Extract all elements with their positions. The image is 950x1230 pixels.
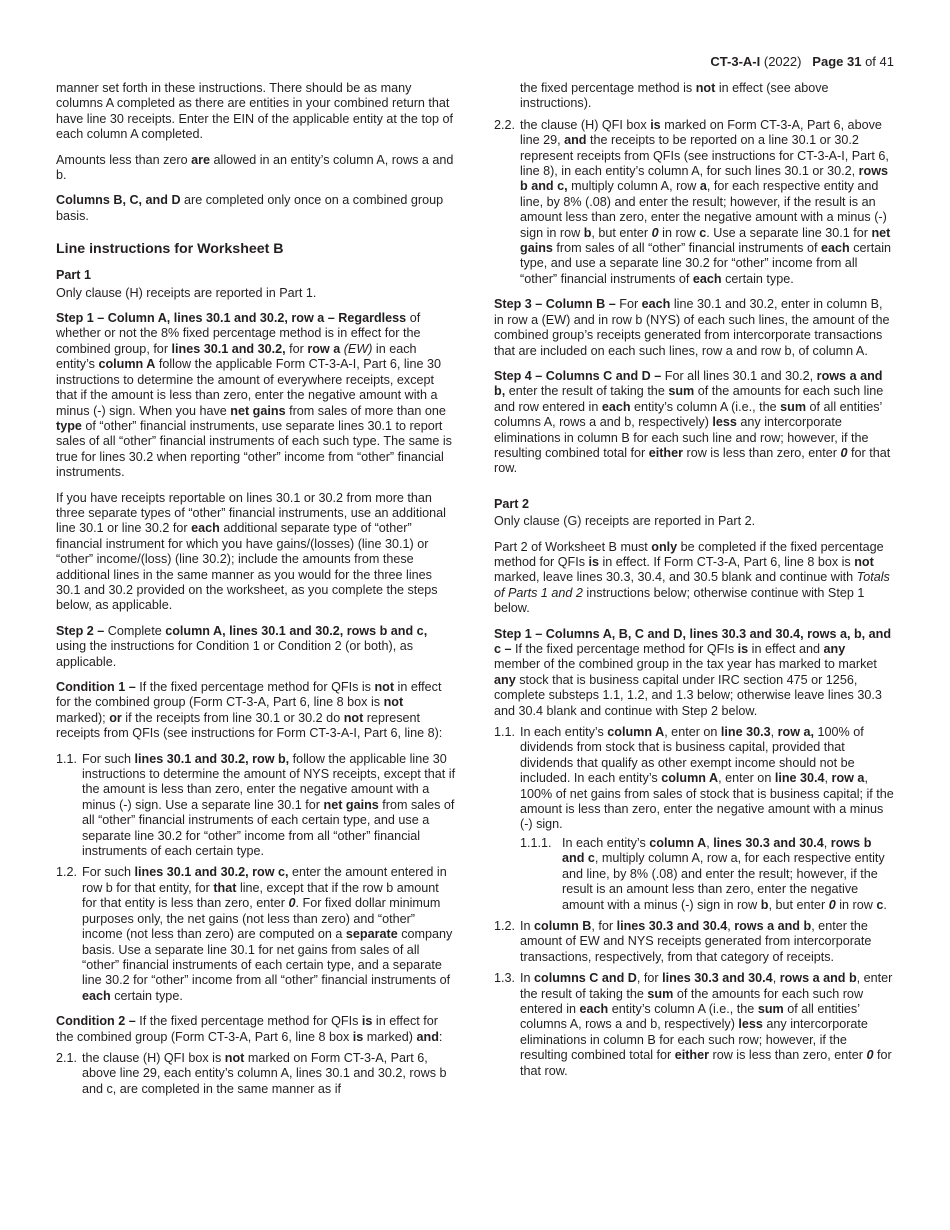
condition1-paragraph: Condition 1 – If the fixed percentage method for QFIs is not in effect for the combined group (Form CT-3-A, Part 6, line 8 box is not marked); or if the receipts from line 30.1 or 30.2 do not represent receipts from QFIs (see instructions for Form CT-3-A-I, Part 6, line 8): [56,680,443,741]
left-column [56,81,456,1103]
page-total: of 41 [865,54,894,69]
part2-subtitle: Only clause (G) receipts are reported in Part 2. [494,514,756,529]
step1-paragraph: Step 1 – Column A, lines 30.1 and 30.2, row a – Regardless of whether or not the 8% fixed percentage method is in effect for the combined group, for lines 30.1 and 30.2, for row a (EW) in each entity’s column A follow the applicable Form CT-3-A-I, Part 6, line 30 instructions to determine the amount of everywhere receipts, except that if the amount is less than zero, enter the negative amount with a minus (-) sign. When you have net gains from sales of more than one type of “other” financial instruments, use separate lines 30.1 to report sales of all “other” financial instruments of each such type. The same is true for lines 30.2 when reporting “other” income from “other” financial instruments. [56,311,452,480]
step4-paragraph: Step 4 – Columns C and D – For all lines 30.1 and 30.2, rows a and b, enter the result of taking the sum of the amounts for each such line and row entered in each entity’s column A (i.e., the sum of all entities’ columns A, rows a and b, respectively) less any intercorporate eliminations in column B for each such line and row; however, if the resulting combined total for either row is less than zero, enter 0 for that row. [494,368,891,476]
section-heading: Line instructions for Worksheet B [56,241,284,258]
list-item-2-2: 2.2. the clause (H) QFI box is marked on Form CT-3-A, Part 6, above line 29, and the receipts to be reported on a line 30.1 or 30.2 represent receipts from QFIs (see instructions for CT-3-A-I, Part 6, line 8), in each entity’s column A, for such lines 30.1 or 30.2, rows b and c, multiply column A, row a, for each respective entity and line, by 8% (.08) and enter the result; however, if the result is an amount less than zero, enter the negative amount with a minus (-) sign in row b, but enter 0 in row c. Use a separate line 30.1 for net gains from sales of all “other” financial instruments of each certain type, and use a separate line 30.2 for “other” income from all “other” financial instruments of each certain type. [494,117,892,286]
list-item-1-2: 1.2. For such lines 30.1 and 30.2, row c, enter the amount entered in row b for that entity, for that line, except that if the row b amount for that entity is less than zero, enter 0. For fixed dollar minimum purposes only, the net gains (not less than zero) and “other” income (not less than zero) are computed on a separate company basis. Use a separate line 30.1 for net gains from sales of all “other” financial instruments of each certain type, and a separate line 30.2 for “other” income from all “other” financial instruments of each certain type. [56,865,453,1003]
part2-item-1-1: 1.1. In each entity’s column A, enter on line 30.3, row a, 100% of dividends from stock that is business capital, provided that dividends that qualify as other exempt income should not be included. In each entity’s column A, enter on line 30.4, row a, 100% of net gains from sales of stock that is business capital; if the amount is less than zero, enter the negative amount with a minus (-) sign. [494,725,894,832]
part2-item-1-1-1: 1.1.1. In each entity’s column A, lines 30.3 and 30.4, rows b and c, multiply column A, row a, for each respective entity and line, by 8% (.08) and enter the result; however, if the result is an amount less than zero, enter the negative amount with a minus (-) sign in row b, but enter 0 in row c. [520,835,887,912]
columns-paragraph: Columns B, C, and D are completed only once on a combined group basis. [56,193,444,223]
form-number: CT-3-A-I [710,54,761,69]
step2-paragraph: Step 2 – Complete column A, lines 30.1 and 30.2, rows b and c, using the instructions for Condition 1 or Condition 2 (or both), as applicable. [56,623,428,669]
intro-paragraph: manner set forth in these instructions. There should be as many columns A completed as there are entities in your combined return that have line 30 receipts. Enter the EIN of the applicable entity at the top of each column A completed. [56,81,453,142]
condition2-paragraph: Condition 2 – If the fixed percentage method for QFIs is in effect for the combined group (Form CT-3-A, Part 6, line 8 box is marked) and: [56,1014,443,1044]
form-year: (2022) [763,54,802,69]
part2-paragraph: Part 2 of Worksheet B must only be completed if the fixed percentage method for QFIs is in effect. If Form CT-3-A, Part 6, line 8 box is not marked, leave lines 30.3, 30.4, and 30.5 blank and continue with Totals of Parts 1 and 2 instructions below; otherwise continue with Step 1 below. [494,539,890,616]
list-item-2-1-continued: the fixed percentage method is not in effect (see above instructions). [520,81,829,111]
page-number: Page 31 [812,54,862,69]
part2-heading: Part 2 [494,496,530,511]
step3-paragraph: Step 3 – Column B – For each line 30.1 and 30.2, enter in column B, in row a (EW) and in row b (NYS) of each such lines, the amount of the combined group’s receipts generated from intercorporate transactions that are included on each such lines, row a and row b, of column A. [494,297,890,358]
part2-item-1-2: 1.2. In column B, for lines 30.3 and 30.4, rows a and b, enter the amount of EW and NYS receipts generated from intercorporate transactions, respectively, from that category of receipts. [494,918,872,964]
additional-lines-paragraph: If you have receipts reportable on lines 30.1 or 30.2 from more than three separate types of “other” financial instruments, use an additional line 30.1 or line 30.2 for each additional separate type of “other” financial instrument for which you have gains/(losses) (line 30.1) or “other” income/(loss) (line 30.2); include the amounts from these additional lines in the same manner as you would for the three lines 30.1 and 30.2 provided on the worksheet, as you complete the steps below, as applicable. [56,490,446,613]
page-header [710,54,894,69]
part1-subtitle: Only clause (H) receipts are reported in Part 1. [56,285,317,300]
list-item-1-1: 1.1. For such lines 30.1 and 30.2, row b, follow the applicable line 30 instructions to determine the amount of NYS receipts, except that if the amount is less than zero, enter the negative amount with a minus (-) sign. Use a separate line 30.1 for net gains from sales of all “other” financial instruments of each certain type, and use a separate line 30.2 for “other” income from all “other” financial instruments of each certain type. [56,751,456,859]
list-item-2-1: 2.1. the clause (H) QFI box is not marked on Form CT-3-A, Part 6, above line 29, each entity’s column A, lines 30.1 and 30.2, rows b and c, are completed in the same manner as if [56,1050,447,1096]
right-column [494,81,894,1085]
part2-step1-paragraph: Step 1 – Columns A, B, C and D, lines 30.3 and 30.4, rows a, b, and c – If the fixed percentage method for QFIs is in effect and any member of the combined group in the tax year has marked to market any stock that is business capital under IRC section 475 or 1256, complete substeps 1.1, 1.2, and 1.3 below; otherwise leave lines 30.3 and 30.4 blank and continue with Step 2 below. [494,626,892,718]
part1-heading: Part 1 [56,268,92,283]
part2-item-1-3: 1.3. In columns C and D, for lines 30.3 and 30.4, rows a and b, enter the result of taking the sum of the amounts for each such row entered in each entity’s column A (i.e., the sum of all entities’ columns A, rows a and b, respectively) less any intercorporate eliminations in column B for each such row; however, if the resulting combined total for either row is less than zero, enter 0 for that row. [494,971,893,1078]
amounts-paragraph: Amounts less than zero are allowed in an entity’s column A, rows a and b. [56,152,454,183]
